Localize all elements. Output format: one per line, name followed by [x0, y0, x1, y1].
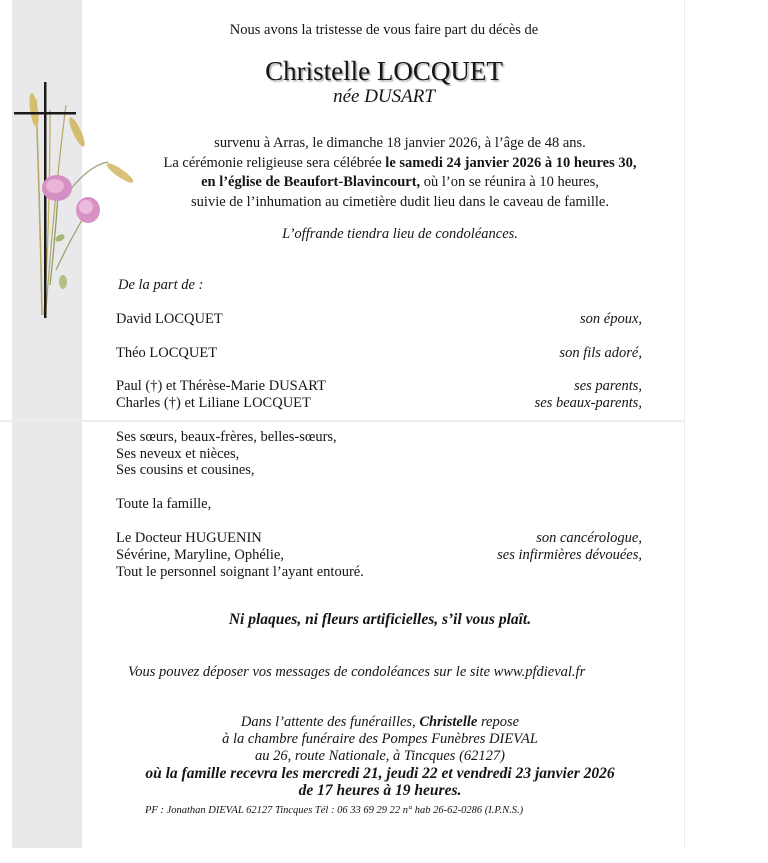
caregiver-relation: ses infirmières dévouées,: [497, 547, 642, 563]
deceased-name: Christelle LOCQUET: [265, 56, 503, 86]
paper-fold-line: [0, 420, 684, 422]
family-name: Paul (†) et Thérèse-Marie DUSART: [116, 378, 326, 394]
maiden-name: née DUSART: [333, 86, 435, 107]
extended-family-line: Ses sœurs, beaux-frères, belles-sœurs,: [116, 429, 337, 445]
whole-family: Toute la famille,: [116, 496, 212, 512]
family-relation: son époux,: [579, 311, 642, 327]
caregiver-name: Tout le personnel soignant l’ayant entouré.: [116, 564, 364, 580]
offrande-note: L’offrande tiendra lieu de condoléances.: [282, 226, 518, 242]
funeral-home-details: [120, 714, 640, 799]
extended-family-line: Ses neveux et nièces,: [116, 445, 240, 462]
ceremony-date: le samedi 24 janvier 2026 à 10 heures 30,: [385, 154, 637, 171]
caregiver-row: [116, 547, 642, 564]
caregiver-row: [116, 564, 642, 581]
repose-line: [120, 714, 640, 731]
death-details: survenu à Arras, le dimanche 18 janvier 2026, à l’âge de 48 ans.: [214, 135, 586, 151]
extended-family: [116, 429, 337, 479]
rose-icon: [42, 175, 100, 289]
family-name: David LOCQUET: [116, 311, 223, 327]
ceremony-line: [140, 154, 660, 174]
caregiver-name: Sévérine, Maryline, Ophélie,: [116, 547, 284, 563]
visiting-hours: de 17 heures à 19 heures.: [298, 782, 462, 799]
repose-first-name: Christelle: [419, 714, 478, 730]
footer-credit: PF : Jonathan DIEVAL 62127 Tincques Tél : 06 33 69 29 22 n° hab 26-62-0286 (I.P.N.S.): [145, 805, 524, 816]
family-relation: ses parents,: [574, 378, 642, 394]
burial-line: suivie de l’inhumation au cimetière dudit lieu dans le caveau de famille.: [191, 193, 609, 210]
church-name: en l’église de Beaufort-Blavincourt,: [201, 174, 421, 190]
intro-text: Nous avons la tristesse de vous faire part du décès de: [229, 22, 539, 38]
from-label: De la part de :: [118, 277, 204, 293]
family-relation: son fils adoré,: [559, 345, 642, 361]
family-row: [116, 395, 642, 412]
family-row: [116, 345, 642, 362]
meeting-time: où l’on se réunira à 10 heures,: [420, 174, 599, 190]
family-relation: ses beaux-parents,: [534, 395, 642, 411]
ceremony-prefix: La cérémonie religieuse sera célébrée: [163, 154, 386, 171]
announcement: [140, 134, 660, 212]
church-line: [140, 173, 660, 193]
family-row: [116, 311, 642, 328]
funeral-home-address: au 26, route Nationale, à Tincques (62127): [255, 748, 505, 764]
caregiver-row: [116, 530, 642, 547]
family-name: Charles (†) et Liliane LOCQUET: [116, 395, 311, 411]
repose-suffix: repose: [477, 714, 520, 730]
family-row: [116, 378, 642, 395]
page-edge-line: [684, 0, 685, 848]
extended-family-line: Ses cousins et cousines,: [116, 462, 255, 478]
condolences-site: Vous pouvez déposer vos messages de condoléances sur le site www.pfdieval.fr: [128, 664, 586, 680]
family-name: Théo LOCQUET: [116, 345, 218, 361]
funeral-home-name: à la chambre funéraire des Pompes Funèbres DIEVAL: [222, 731, 538, 747]
repose-prefix: Dans l’attente des funérailles,: [240, 714, 420, 730]
caregiver-name: Le Docteur HUGUENIN: [116, 530, 262, 546]
no-plaques-request: Ni plaques, ni fleurs artificielles, s’il vous plaît.: [228, 611, 532, 628]
visiting-days: où la famille recevra les mercredi 21, jeudi 22 et vendredi 23 janvier 2026: [145, 765, 615, 782]
caregiver-relation: son cancérologue,: [536, 530, 642, 546]
